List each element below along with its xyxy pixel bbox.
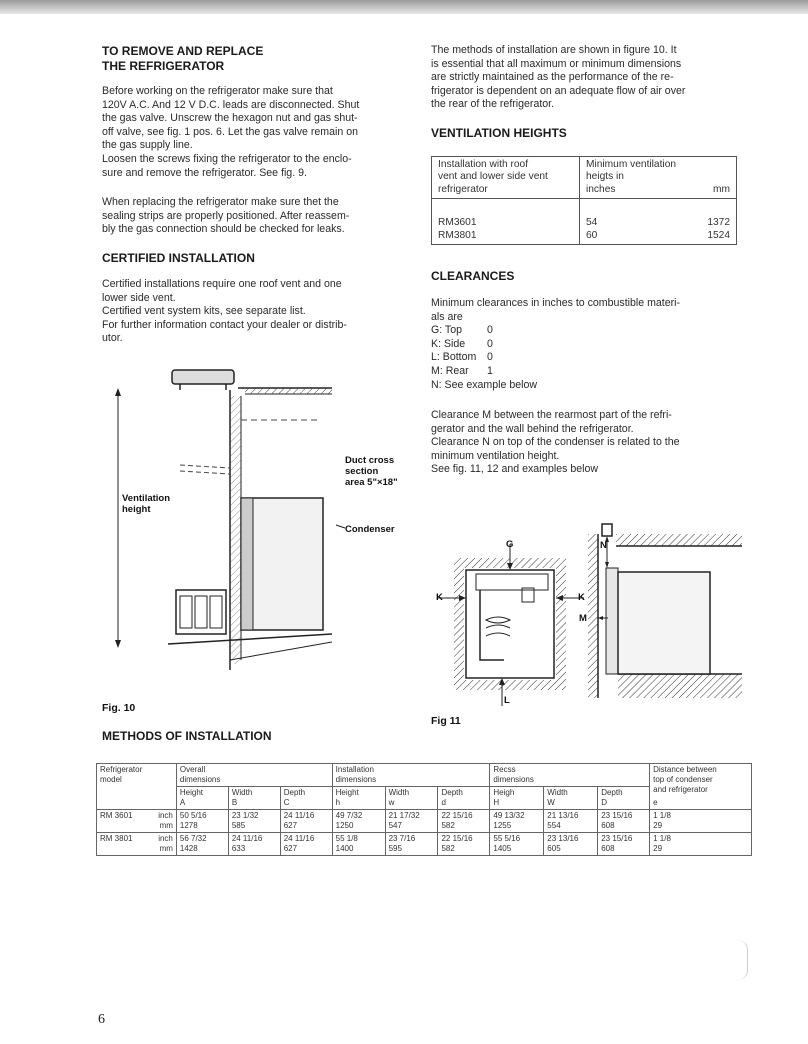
cell-text: 54 — [586, 217, 598, 229]
clearance-item — [431, 351, 741, 365]
subheader-cell — [385, 787, 438, 810]
header-line: W — [547, 798, 555, 807]
header-line: Depth — [601, 788, 623, 797]
subheader-cell — [332, 787, 385, 810]
text-line: frigerator is dependent on an adequate flow of air over — [431, 84, 686, 97]
header-cell — [432, 157, 580, 199]
condenser-label: Condenser — [345, 524, 395, 535]
text-line: is essential that all maximum or minimum dimensions — [431, 57, 682, 70]
header-line: vent and lower side vent — [438, 171, 548, 183]
cell-value: 56 7/32 — [179, 834, 207, 843]
value-cell — [598, 833, 650, 856]
text-line: Before working on the refrigerator make sure that — [102, 85, 333, 97]
header-line: Width — [388, 788, 410, 797]
value-cell — [650, 833, 752, 856]
header-line: w — [388, 798, 395, 807]
header-line: Installation — [335, 765, 374, 774]
header-line: Distance between — [653, 765, 717, 774]
text-line: sealing strips are properly positioned. After reassem- — [102, 209, 350, 222]
value-line — [586, 230, 730, 242]
subheader-cell — [598, 787, 650, 810]
header-line: dimensions — [335, 775, 377, 784]
text-line: gerator and the wall behind the refrigerator. — [431, 422, 634, 435]
scan-top-shadow — [0, 0, 808, 14]
value-cell — [650, 810, 752, 833]
cell-value: 23 15/16 — [601, 834, 633, 843]
header-line: D — [601, 798, 607, 807]
cell-value: 1278 — [179, 821, 198, 830]
table-row — [97, 833, 752, 856]
text-line: Clearance N on top of the condenser is related to the — [431, 436, 680, 449]
ventilation-heights-title: VENTILATION HEIGHTS — [431, 126, 567, 140]
text-line: Loosen the screws fixing the refrigerator to the enclo- — [102, 152, 352, 165]
ventilation-height-label — [122, 493, 170, 515]
text-line: minimum ventilation height. — [431, 449, 560, 462]
cell-value: 1250 — [335, 821, 354, 830]
header-line: Depth — [441, 788, 463, 797]
cell-value: 50 5/16 — [179, 811, 207, 820]
label-line: height — [122, 504, 151, 515]
cell-value: 554 — [547, 821, 561, 830]
unit-label: inch — [158, 811, 173, 820]
header-line: Heigh — [493, 788, 515, 797]
clearance-value: 1 — [487, 364, 493, 377]
text-line: The methods of installation are shown in figure 10. It — [431, 44, 677, 56]
table-row — [432, 199, 737, 245]
text-line: utor. — [102, 332, 123, 345]
header-line: model — [100, 775, 122, 784]
cell-value: 23 1/32 — [231, 811, 259, 820]
value-line — [586, 217, 730, 229]
cell-value: 585 — [231, 821, 246, 830]
label-n: N — [600, 540, 607, 551]
remove-title-2: THE REFRIGERATOR — [102, 59, 225, 73]
text-line: als are — [431, 310, 463, 323]
header-line: refrigerator — [438, 183, 488, 195]
cell-value: 582 — [441, 821, 455, 830]
value-cell — [385, 810, 438, 833]
text-line: Clearance M between the rearmost part of the refri- — [431, 409, 672, 421]
cell-value: 608 — [601, 844, 615, 853]
value-cell — [490, 833, 544, 856]
clearance-item — [431, 338, 741, 352]
cell-value: 24 11/16 — [283, 811, 315, 820]
cell-value: 1 1/8 — [653, 811, 671, 820]
methods-of-installation-table — [96, 763, 752, 856]
model-cell — [97, 833, 177, 856]
cell-value: 55 1/8 — [335, 834, 358, 843]
header-line: Height — [179, 788, 204, 797]
value-cell — [228, 833, 280, 856]
remove-paragraph — [102, 85, 402, 180]
header-line: C — [283, 798, 290, 807]
cell-value: 49 13/32 — [493, 811, 525, 820]
cell-value: 21 17/32 — [388, 811, 420, 820]
cell-value: 23 7/16 — [388, 834, 416, 843]
table-header-row — [432, 157, 737, 199]
header-line: Height — [335, 788, 359, 797]
text-line: the gas supply line. — [102, 139, 193, 152]
clearance-label: M: Rear — [431, 364, 469, 377]
text-line: sure and remove the refrigerator. See fig. 9. — [102, 166, 307, 179]
clearance-value: 0 — [487, 324, 493, 337]
subheader-cell — [176, 787, 228, 810]
header-line: Minimum ventilation — [586, 159, 677, 170]
certified-title: CERTIFIED INSTALLATION — [102, 251, 255, 265]
value-cell — [176, 833, 228, 856]
header-cell — [580, 157, 737, 199]
value-cell — [228, 810, 280, 833]
cell-value: 608 — [601, 821, 615, 830]
value-cell — [490, 810, 544, 833]
unit-mm: mm — [713, 183, 730, 195]
header-cell — [332, 764, 490, 787]
unit-label: inch — [158, 834, 173, 843]
value-cell — [332, 833, 385, 856]
text-line: Certified vent system kits, see separate list. — [102, 305, 306, 318]
cell-value: 1400 — [335, 844, 354, 853]
cell-value: 582 — [441, 844, 455, 853]
value-cell — [598, 810, 650, 833]
text-line: Minimum clearances in inches to combustible materi- — [431, 297, 681, 309]
certified-paragraph — [102, 278, 402, 346]
fig10-installation-diagram — [100, 360, 420, 680]
cell-value: 633 — [231, 844, 246, 853]
clearance-item — [431, 365, 741, 379]
cell-value: 29 — [653, 821, 663, 830]
text-line: are strictly maintained as the performance of the re- — [431, 71, 674, 84]
value-cell — [280, 810, 332, 833]
model-cell — [97, 810, 177, 833]
replace-paragraph — [102, 196, 402, 237]
text-line: the gas valve. Unscrew the hexagon nut and gas shut- — [102, 112, 358, 125]
clearances-description — [431, 409, 741, 477]
cell-text: RM3801 — [438, 229, 477, 241]
header-line: d — [441, 798, 446, 807]
cell-text: 1524 — [707, 229, 730, 241]
header-line: e — [653, 798, 658, 807]
header-line: Overall — [179, 765, 206, 774]
cell-value: 55 5/16 — [493, 834, 521, 843]
fig11-caption: Fig 11 — [431, 715, 461, 727]
clearance-value: 0 — [487, 337, 493, 350]
cell-text: 1372 — [707, 217, 730, 229]
header-line: h — [335, 798, 341, 807]
text-line: lower side vent. — [102, 291, 176, 304]
label-g: G — [506, 539, 514, 550]
clearance-value: 0 — [487, 351, 493, 364]
header-line: dimensions — [493, 775, 534, 784]
clearance-item — [431, 324, 741, 338]
cell-value: 22 15/16 — [441, 834, 473, 843]
header-cell — [650, 764, 752, 810]
header-line: Installation with roof — [438, 159, 529, 170]
value-cell — [544, 833, 598, 856]
clearance-label: L: Bottom — [431, 351, 477, 364]
header-line: top of condenser — [653, 775, 713, 784]
value-cell — [544, 810, 598, 833]
subheader-cell — [438, 787, 490, 810]
value-cell — [438, 833, 490, 856]
value-cell — [580, 199, 737, 245]
label-line: Duct cross — [345, 455, 395, 466]
table-row — [97, 810, 752, 833]
fig11-side-view-diagram — [588, 520, 748, 710]
value-cell — [176, 810, 228, 833]
header-line: A — [179, 798, 186, 807]
cell-value: 1428 — [179, 844, 198, 853]
cell-value: 24 11/16 — [231, 834, 263, 843]
value-cell — [332, 810, 385, 833]
subheader-cell — [544, 787, 598, 810]
header-line: Recss — [493, 765, 516, 774]
label-line: area 5"×18" — [345, 477, 398, 488]
cell-value: 1405 — [493, 844, 512, 853]
header-line: Width — [231, 788, 253, 797]
header-units — [586, 184, 730, 196]
cell-value: 23 13/16 — [547, 834, 579, 843]
cell-value: 1255 — [493, 821, 512, 830]
unit-label: mm — [159, 844, 173, 853]
table-header-row — [97, 764, 752, 787]
clearances-list — [431, 297, 741, 392]
cell-value: 49 7/32 — [335, 811, 363, 820]
label-m: M — [579, 613, 587, 624]
header-line: heigts in — [586, 171, 624, 183]
value-cell — [385, 833, 438, 856]
subheader-cell — [490, 787, 544, 810]
cell-value: 627 — [283, 844, 298, 853]
cell-value: 605 — [547, 844, 561, 853]
cell-value: 21 13/16 — [547, 811, 579, 820]
cell-text: RM3601 — [438, 217, 477, 229]
cell-value: 29 — [653, 844, 663, 853]
text-line: Certified installations require one roof vent and one — [102, 278, 342, 290]
text-line: bly the gas connection should be checked for leaks. — [102, 223, 345, 236]
cell-value: 22 15/16 — [441, 811, 473, 820]
label-k-left: K — [436, 592, 443, 603]
label-k-right: K — [578, 592, 585, 603]
text-line: off valve, see fig. 1 pos. 6. Let the gas valve remain on — [102, 125, 358, 138]
label-line: section — [345, 466, 379, 477]
value-cell — [280, 833, 332, 856]
header-line: Width — [547, 788, 568, 797]
clearances-title: CLEARANCES — [431, 269, 515, 283]
value-cell — [438, 810, 490, 833]
header-cell — [176, 764, 332, 787]
fig10-caption: Fig. 10 — [102, 702, 136, 714]
text-line: See fig. 11, 12 and examples below — [431, 463, 599, 476]
header-line: Depth — [283, 788, 306, 797]
header-line: Refrigerator — [100, 765, 143, 774]
model-name: RM 3801 — [100, 834, 133, 843]
cell-value: 1 1/8 — [653, 834, 671, 843]
methods-intro-paragraph — [431, 44, 741, 112]
cell-value: 627 — [283, 821, 298, 830]
model-cell — [432, 199, 580, 245]
header-line: H — [493, 798, 500, 807]
ventilation-heights-table — [431, 156, 737, 245]
clearance-label: K: Side — [431, 337, 466, 350]
model-name: RM 3601 — [100, 811, 133, 820]
subheader-cell — [280, 787, 332, 810]
text-line: 120V A.C. And 12 V D.C. leads are disconnected. Shut — [102, 98, 360, 111]
unit-label: mm — [159, 821, 173, 830]
label-l: L — [504, 695, 510, 706]
cell-value: 23 15/16 — [601, 811, 633, 820]
text-line: the rear of the refrigerator. — [431, 98, 555, 111]
text-line: When replacing the refrigerator make sure thet the — [102, 196, 339, 208]
text-line: For further information contact your dealer or distrib- — [102, 318, 347, 331]
scan-mark — [735, 940, 748, 980]
header-line: dimensions — [179, 775, 221, 784]
header-line: and refrigerator — [653, 785, 708, 794]
unit-inches: inches — [586, 183, 616, 195]
remove-title-1: TO REMOVE AND REPLACE — [102, 44, 264, 58]
header-cell — [97, 764, 177, 810]
cell-value: 24 11/16 — [283, 834, 315, 843]
header-cell — [490, 764, 650, 787]
fig11-front-view-diagram — [436, 540, 586, 710]
text-line: N: See example below — [431, 378, 537, 391]
clearance-label: G: Top — [431, 324, 463, 337]
header-line: B — [231, 798, 238, 807]
cell-value: 595 — [388, 844, 402, 853]
cell-text: 60 — [586, 229, 598, 241]
methods-title: METHODS OF INSTALLATION — [102, 729, 272, 743]
cell-value: 547 — [388, 821, 402, 830]
page-number: 6 — [98, 1012, 105, 1027]
label-line: Ventilation — [122, 493, 171, 504]
duct-label — [345, 455, 398, 488]
subheader-cell — [228, 787, 280, 810]
